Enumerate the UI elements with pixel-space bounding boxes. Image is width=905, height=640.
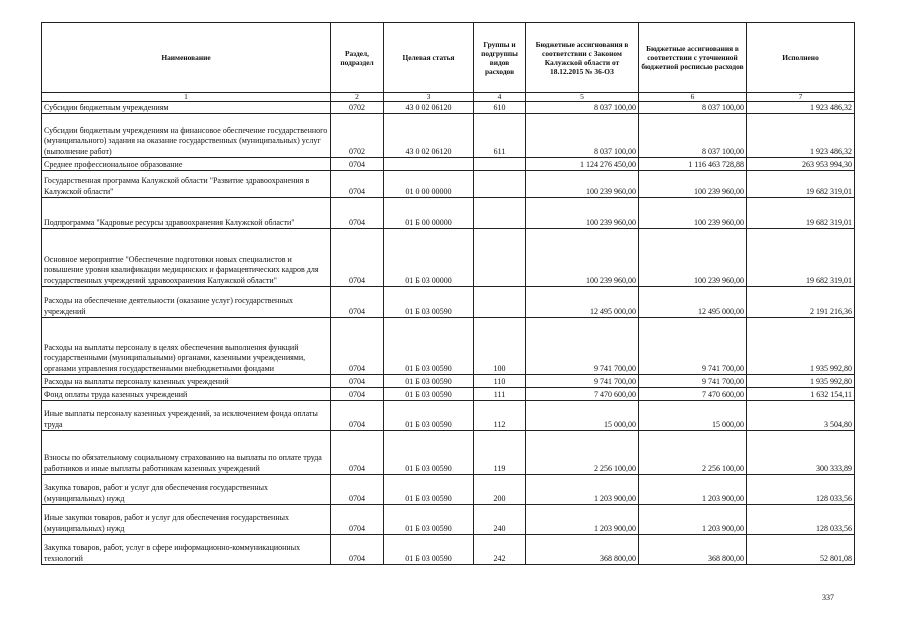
row-article: 01 Б 03 00590 [384, 431, 474, 475]
row-group: 100 [474, 318, 526, 375]
row-article: 01 Б 03 00590 [384, 388, 474, 401]
row-name: Основное мероприятие "Обеспечение подготовки новых специалистов и повышение уровня квалификации медицинских и фармацевтических кадров для государственных учреждений здравоохранения Калужской области" [42, 229, 331, 287]
row-group [474, 158, 526, 171]
row-law-allocation: 1 203 900,00 [526, 475, 639, 505]
row-refined-allocation: 15 000,00 [639, 401, 747, 431]
row-law-allocation: 100 239 960,00 [526, 198, 639, 229]
row-name: Государственная программа Калужской области "Развитие здравоохранения в Калужской области" [42, 171, 331, 198]
row-executed: 1 923 486,32 [747, 102, 855, 114]
header-section: Раздел, подраздел [331, 23, 384, 93]
row-executed: 128 033,56 [747, 505, 855, 535]
row-article: 01 Б 00 00000 [384, 198, 474, 229]
row-law-allocation: 8 037 100,00 [526, 114, 639, 158]
row-article: 01 Б 03 00590 [384, 287, 474, 318]
row-refined-allocation: 100 239 960,00 [639, 171, 747, 198]
row-group: 119 [474, 431, 526, 475]
row-section: 0704 [331, 158, 384, 171]
table-row [42, 375, 855, 388]
row-name: Среднее профессиональное образование [42, 158, 331, 171]
row-name: Расходы на выплаты персоналу в целях обеспечения выполнения функций государственными (муниципальными) органами, казенными учреждениями, органами управления государственными внебюджетными фондами [42, 318, 331, 375]
row-executed: 1 935 992,80 [747, 375, 855, 388]
row-article: 01 Б 03 00590 [384, 401, 474, 431]
row-article: 01 Б 03 00590 [384, 318, 474, 375]
row-section: 0704 [331, 401, 384, 431]
header-law-allocation: Бюджетные ассигнования в соответствии с Законом Калужской области от 18.12.2015 № 36-ОЗ [526, 23, 639, 93]
row-section: 0704 [331, 388, 384, 401]
row-group: 200 [474, 475, 526, 505]
row-law-allocation: 8 037 100,00 [526, 102, 639, 114]
row-executed: 1 923 486,32 [747, 114, 855, 158]
row-law-allocation: 100 239 960,00 [526, 229, 639, 287]
row-refined-allocation: 368 800,00 [639, 535, 747, 565]
row-article: 01 0 00 00000 [384, 171, 474, 198]
row-refined-allocation: 8 037 100,00 [639, 114, 747, 158]
table-row [42, 158, 855, 171]
row-law-allocation: 1 124 276 450,00 [526, 158, 639, 171]
table-row [42, 475, 855, 505]
header-row [42, 23, 855, 93]
column-number: 5 [526, 93, 639, 102]
row-executed: 263 953 994,30 [747, 158, 855, 171]
row-name: Закупка товаров, работ и услуг для обеспечения государственных (муниципальных) нужд [42, 475, 331, 505]
row-section: 0704 [331, 198, 384, 229]
row-law-allocation: 7 470 600,00 [526, 388, 639, 401]
table-row [42, 102, 855, 114]
row-article: 01 Б 03 00590 [384, 475, 474, 505]
row-law-allocation: 9 741 700,00 [526, 318, 639, 375]
row-name: Фонд оплаты труда казенных учреждений [42, 388, 331, 401]
row-section: 0704 [331, 318, 384, 375]
row-law-allocation: 15 000,00 [526, 401, 639, 431]
row-law-allocation: 368 800,00 [526, 535, 639, 565]
table-row [42, 505, 855, 535]
row-executed: 300 333,89 [747, 431, 855, 475]
column-number: 7 [747, 93, 855, 102]
row-executed: 1 632 154,11 [747, 388, 855, 401]
table-row [42, 401, 855, 431]
row-refined-allocation: 8 037 100,00 [639, 102, 747, 114]
row-name: Иные закупки товаров, работ и услуг для обеспечения государственных (муниципальных) нужд [42, 505, 331, 535]
row-executed: 19 682 319,01 [747, 198, 855, 229]
row-refined-allocation: 12 495 000,00 [639, 287, 747, 318]
header-executed: Исполнено [747, 23, 855, 93]
row-executed: 19 682 319,01 [747, 229, 855, 287]
row-name: Подпрограмма "Кадровые ресурсы здравоохранения Калужской области" [42, 198, 331, 229]
row-section: 0704 [331, 171, 384, 198]
row-section: 0704 [331, 431, 384, 475]
row-name: Субсидии бюджетным учреждениям на финансовое обеспечение государственного (муниципального) задания на оказание государственных (муниципальных) услуг (выполнение работ) [42, 114, 331, 158]
row-refined-allocation: 100 239 960,00 [639, 229, 747, 287]
row-executed: 128 033,56 [747, 475, 855, 505]
row-group [474, 229, 526, 287]
header-refined-allocation: Бюджетные ассигнования в соответствии с уточненной бюджетной росписью расходов [639, 23, 747, 93]
row-refined-allocation: 100 239 960,00 [639, 198, 747, 229]
header-name: Наименование [42, 23, 331, 93]
table-row [42, 114, 855, 158]
table-row [42, 287, 855, 318]
table-row [42, 388, 855, 401]
row-law-allocation: 100 239 960,00 [526, 171, 639, 198]
row-group: 611 [474, 114, 526, 158]
row-article: 01 Б 03 00590 [384, 375, 474, 388]
row-section: 0704 [331, 505, 384, 535]
row-group: 111 [474, 388, 526, 401]
row-group [474, 287, 526, 318]
row-name: Субсидии бюджетным учреждениям [42, 102, 331, 114]
table-row [42, 535, 855, 565]
row-section: 0704 [331, 229, 384, 287]
row-section: 0704 [331, 475, 384, 505]
row-refined-allocation: 1 203 900,00 [639, 475, 747, 505]
row-executed: 1 935 992,80 [747, 318, 855, 375]
row-article: 01 Б 03 00590 [384, 505, 474, 535]
table-row [42, 171, 855, 198]
row-law-allocation: 1 203 900,00 [526, 505, 639, 535]
row-refined-allocation: 9 741 700,00 [639, 375, 747, 388]
row-law-allocation: 2 256 100,00 [526, 431, 639, 475]
row-article [384, 158, 474, 171]
row-refined-allocation: 2 256 100,00 [639, 431, 747, 475]
row-group: 242 [474, 535, 526, 565]
table-row [42, 431, 855, 475]
row-refined-allocation: 7 470 600,00 [639, 388, 747, 401]
row-law-allocation: 12 495 000,00 [526, 287, 639, 318]
header-article: Целевая статья [384, 23, 474, 93]
row-refined-allocation: 9 741 700,00 [639, 318, 747, 375]
row-name: Расходы на обеспечение деятельности (оказание услуг) государственных учреждений [42, 287, 331, 318]
column-number: 3 [384, 93, 474, 102]
row-article: 43 0 02 06120 [384, 102, 474, 114]
table-row [42, 198, 855, 229]
row-group [474, 171, 526, 198]
column-number: 6 [639, 93, 747, 102]
row-article: 01 Б 03 00590 [384, 535, 474, 565]
column-number: 1 [42, 93, 331, 102]
table-row [42, 318, 855, 375]
row-law-allocation: 9 741 700,00 [526, 375, 639, 388]
row-section: 0702 [331, 114, 384, 158]
row-article: 01 Б 03 00000 [384, 229, 474, 287]
row-group: 112 [474, 401, 526, 431]
row-group: 610 [474, 102, 526, 114]
header-group: Группы и подгруппы видов расходов [474, 23, 526, 93]
column-number-row [42, 93, 855, 102]
row-executed: 19 682 319,01 [747, 171, 855, 198]
row-refined-allocation: 1 116 463 728,88 [639, 158, 747, 171]
row-name: Иные выплаты персоналу казенных учреждений, за исключением фонда оплаты труда [42, 401, 331, 431]
column-number: 2 [331, 93, 384, 102]
row-name: Расходы на выплаты персоналу казенных учреждений [42, 375, 331, 388]
row-name: Закупка товаров, работ, услуг в сфере информационно-коммуникационных технологий [42, 535, 331, 565]
row-name: Взносы по обязательному социальному страхованию на выплаты по оплате труда работников и иные выплаты работникам казенных учреждений [42, 431, 331, 475]
row-article: 43 0 02 06120 [384, 114, 474, 158]
row-group [474, 198, 526, 229]
row-executed: 3 504,80 [747, 401, 855, 431]
row-executed: 52 801,08 [747, 535, 855, 565]
row-refined-allocation: 1 203 900,00 [639, 505, 747, 535]
row-section: 0704 [331, 535, 384, 565]
page-number: 337 [822, 593, 834, 602]
row-executed: 2 191 216,36 [747, 287, 855, 318]
row-section: 0704 [331, 287, 384, 318]
row-section: 0702 [331, 102, 384, 114]
row-group: 240 [474, 505, 526, 535]
column-number: 4 [474, 93, 526, 102]
row-group: 110 [474, 375, 526, 388]
budget-table [41, 22, 855, 565]
row-section: 0704 [331, 375, 384, 388]
table-row [42, 229, 855, 287]
